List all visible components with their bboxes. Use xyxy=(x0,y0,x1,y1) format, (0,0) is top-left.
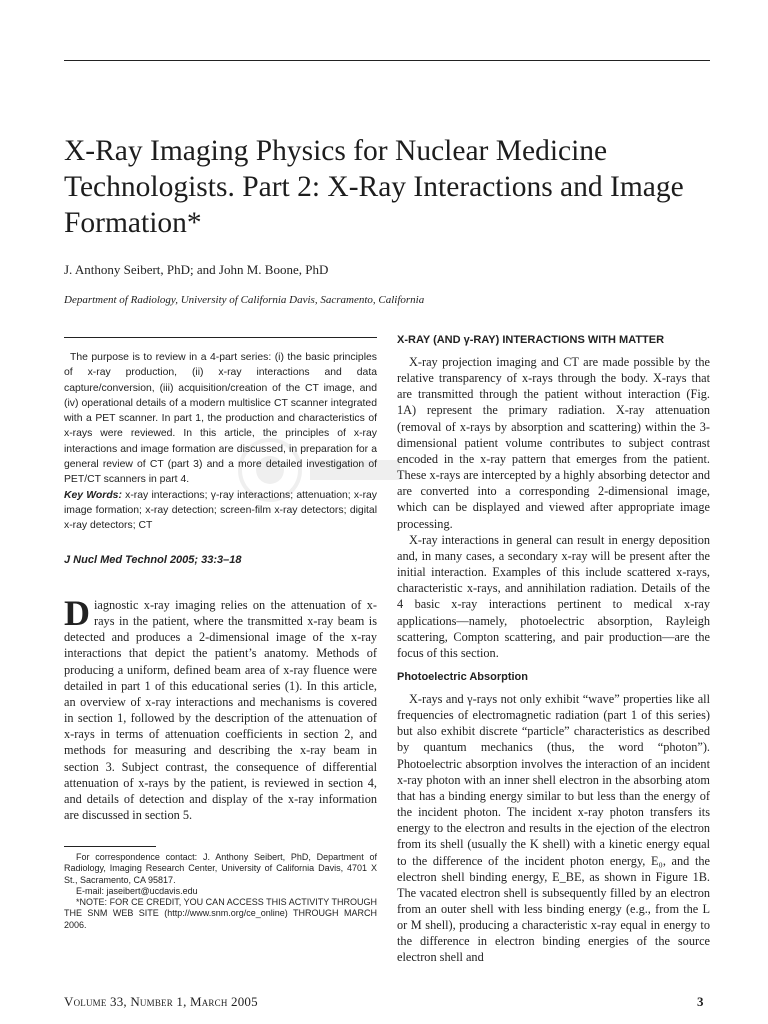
journal-citation: J Nucl Med Technol 2005; 33:3–18 xyxy=(64,554,242,566)
volume-info: Volume 33, Number 1, March 2005 xyxy=(64,994,258,1009)
page-number: 3 xyxy=(697,994,704,1009)
drop-cap: D xyxy=(64,593,90,633)
abstract xyxy=(64,350,377,534)
article-title: X-Ray Imaging Physics for Nuclear Medicine Technologists. Part 2: X-Ray Interactions and Image Formation* xyxy=(64,135,684,239)
section-paragraph-2: X-ray interactions in general can result in energy deposition and, in many cases, a secondary x-ray will be present after the initial interaction. Examples of this include scattered x-rays, characteristic x-rays, and annihilation radiation. Details of the 4 basic x-ray interactions pertinent to medical x-ray applications—namely, photoelectric absorption, Rayleigh scattering, Compton scattering, and pair production—are the focus of this section. xyxy=(397,532,710,660)
keywords-label: Key Words: xyxy=(64,489,122,501)
section-paragraph-1: X-ray projection imaging and CT are made possible by the relative transparency of x-rays through the body. X-rays that are transmitted through the patient without interaction (Fig. 1A) represent the primary radiation. X-ray attenuation (removal of x-rays by absorption and scattering) within the 3-dimensional patient volume contributes to subject contrast encoded in the x-ray pattern that emerges from the patient. These x-rays are intercepted by a highly absorbing detector and are converted into a corresponding 2-dimensional image, which can be displayed and viewed after appropriate image processing. xyxy=(397,355,710,531)
top-rule xyxy=(64,60,710,61)
authors: J. Anthony Seibert, PhD; and John M. Boone, PhD xyxy=(64,262,329,277)
affiliation: Department of Radiology, University of California Davis, Sacramento, California xyxy=(64,294,425,306)
footnote xyxy=(64,852,377,931)
ce-credit-note: *NOTE: FOR CE CREDIT, YOU CAN ACCESS THIS ACTIVITY THROUGH THE SNM WEB SITE (http://www.snm.org/ce_online) THROUGH MARCH 2006. xyxy=(64,897,377,930)
right-column xyxy=(397,334,710,966)
contact-email: E-mail: jaseibert@ucdavis.edu xyxy=(76,885,198,896)
section-paragraph-3: X-rays and γ-rays not only exhibit “wave” properties like all frequencies of electromagnetic radiation (part 1 of this series) but also exhibit discrete “particle” characteristics as described by quantum mechanics (thus, the word “photon”). Photoelectric absorption involves the interaction of an incident x-ray photon with an inner shell electron in the absorbing atom that has a binding energy similar to but less than the energy of the incident photon. The incident x-ray photon transfers its energy to the electron and results in the ejection of the electron from its shell (usually the K shell) with a kinetic energy equal to the difference of the incident photon energy, E₀, and the electron shell binding energy, E_BE, as shown in Figure 1B. The vacated electron shell is subsequently filled by an electron from an outer shell with less binding energy (e.g., from the L or M shell), producing a characteristic x-ray equal in energy to the difference in electron binding energies of the source electron shell and xyxy=(397,691,710,965)
correspondence-contact: For correspondence contact: J. Anthony Seibert, PhD, Department of Radiology, Imaging Research Center, University of California Davis, 4701 X St., Sacramento, CA 95817. xyxy=(64,852,377,885)
keywords xyxy=(64,488,377,534)
intro-paragraph xyxy=(64,593,377,823)
intro-text: iagnostic x-ray imaging relies on the attenuation of x-rays in the patient, where the transmitted x-ray beam is detected and produces a 2-dimensional image of the x-ray interactions that depict the patient’s anatomy. Methods of producing a uniform, defined beam area of x-ray fluence were detailed in part 1 of this educational series (1). In this article, an overview of x-ray interactions and mechanisms is covered in section 1, followed by the description of the attenuation of x-rays in terms of attenuation coefficients in section 2, and methods for measuring and describing the x-ray beam in section 3. Subject contrast, the consequence of differential attenuation of x-rays by the patient, is reviewed in section 4, and details of detection and display of the x-ray information are discussed in section 5. xyxy=(64,598,377,823)
abstract-text: The purpose is to review in a 4-part series: (i) the basic principles of x-ray production, (ii) x-ray interactions and data capture/conversion, (iii) acquisition/creation of the CT image, and (iv) operational details of a modern multislice CT scanner integrated with a PET scanner. In part 1, the production and characteristics of x-rays were reviewed. In this article, the principles of x-ray interactions and image formation are discussed, in preparation for a general review of CT (part 3) and a more detailed investigation of PET/CT scanners in part 4. xyxy=(64,352,377,486)
footnote-rule xyxy=(64,846,156,847)
section-heading: X-RAY (AND γ-RAY) INTERACTIONS WITH MATTER xyxy=(397,334,665,346)
subsection-heading: Photoelectric Absorption xyxy=(397,670,528,683)
keywords-text: x-ray interactions; γ-ray interactions; attenuation; x-ray image formation; x-ray detection; screen-film x-ray detectors; digital x-ray detectors; CT xyxy=(64,489,377,532)
abstract-rule xyxy=(64,337,377,338)
